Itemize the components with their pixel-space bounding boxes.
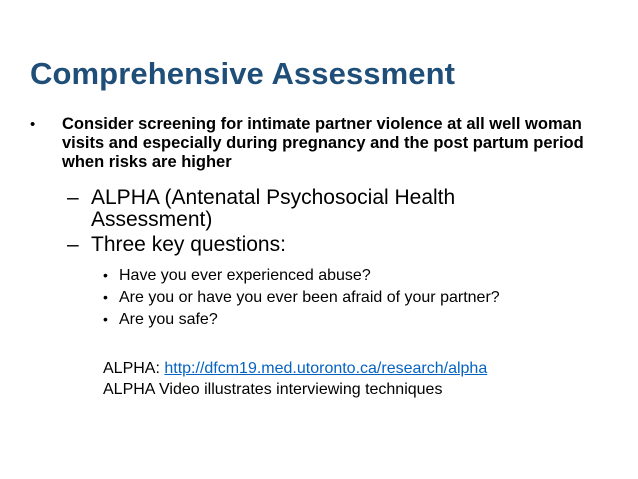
sub-bullet-key-questions-text: Three key questions: bbox=[91, 233, 286, 256]
question-text: Have you ever experienced abuse? bbox=[119, 267, 371, 284]
sub-bullet-key-questions bbox=[67, 234, 517, 256]
alpha-url-link[interactable]: http://dfcm19.med.utoronto.ca/research/alpha bbox=[164, 360, 488, 377]
alpha-link-prefix: ALPHA: bbox=[103, 360, 165, 377]
bullet-marker: • bbox=[103, 267, 108, 283]
question-item bbox=[103, 309, 218, 330]
question-item bbox=[103, 265, 371, 286]
sub-bullet-alpha-text: ALPHA (Antenatal Psychosocial Health Assessment) bbox=[91, 186, 456, 231]
bullet-marker: • bbox=[103, 289, 108, 305]
question-item bbox=[103, 287, 500, 308]
alpha-video-line: ALPHA Video illustrates interviewing techniques bbox=[103, 381, 443, 398]
dash-marker: – bbox=[67, 186, 79, 209]
slide-title: Comprehensive Assessment bbox=[30, 56, 456, 91]
dash-marker: – bbox=[67, 233, 79, 256]
question-text: Are you safe? bbox=[119, 311, 218, 328]
alpha-link-line bbox=[103, 359, 487, 379]
bullet-marker: • bbox=[30, 116, 36, 133]
sub-bullet-alpha bbox=[67, 187, 517, 231]
main-bullet bbox=[30, 115, 590, 172]
main-bullet-text: Consider screening for intimate partner violence at all well woman visits and especially during pregnancy and the post partum period when risks are higher bbox=[62, 115, 584, 171]
bullet-marker: • bbox=[103, 311, 108, 327]
question-text: Are you or have you ever been afraid of your partner? bbox=[119, 289, 500, 306]
